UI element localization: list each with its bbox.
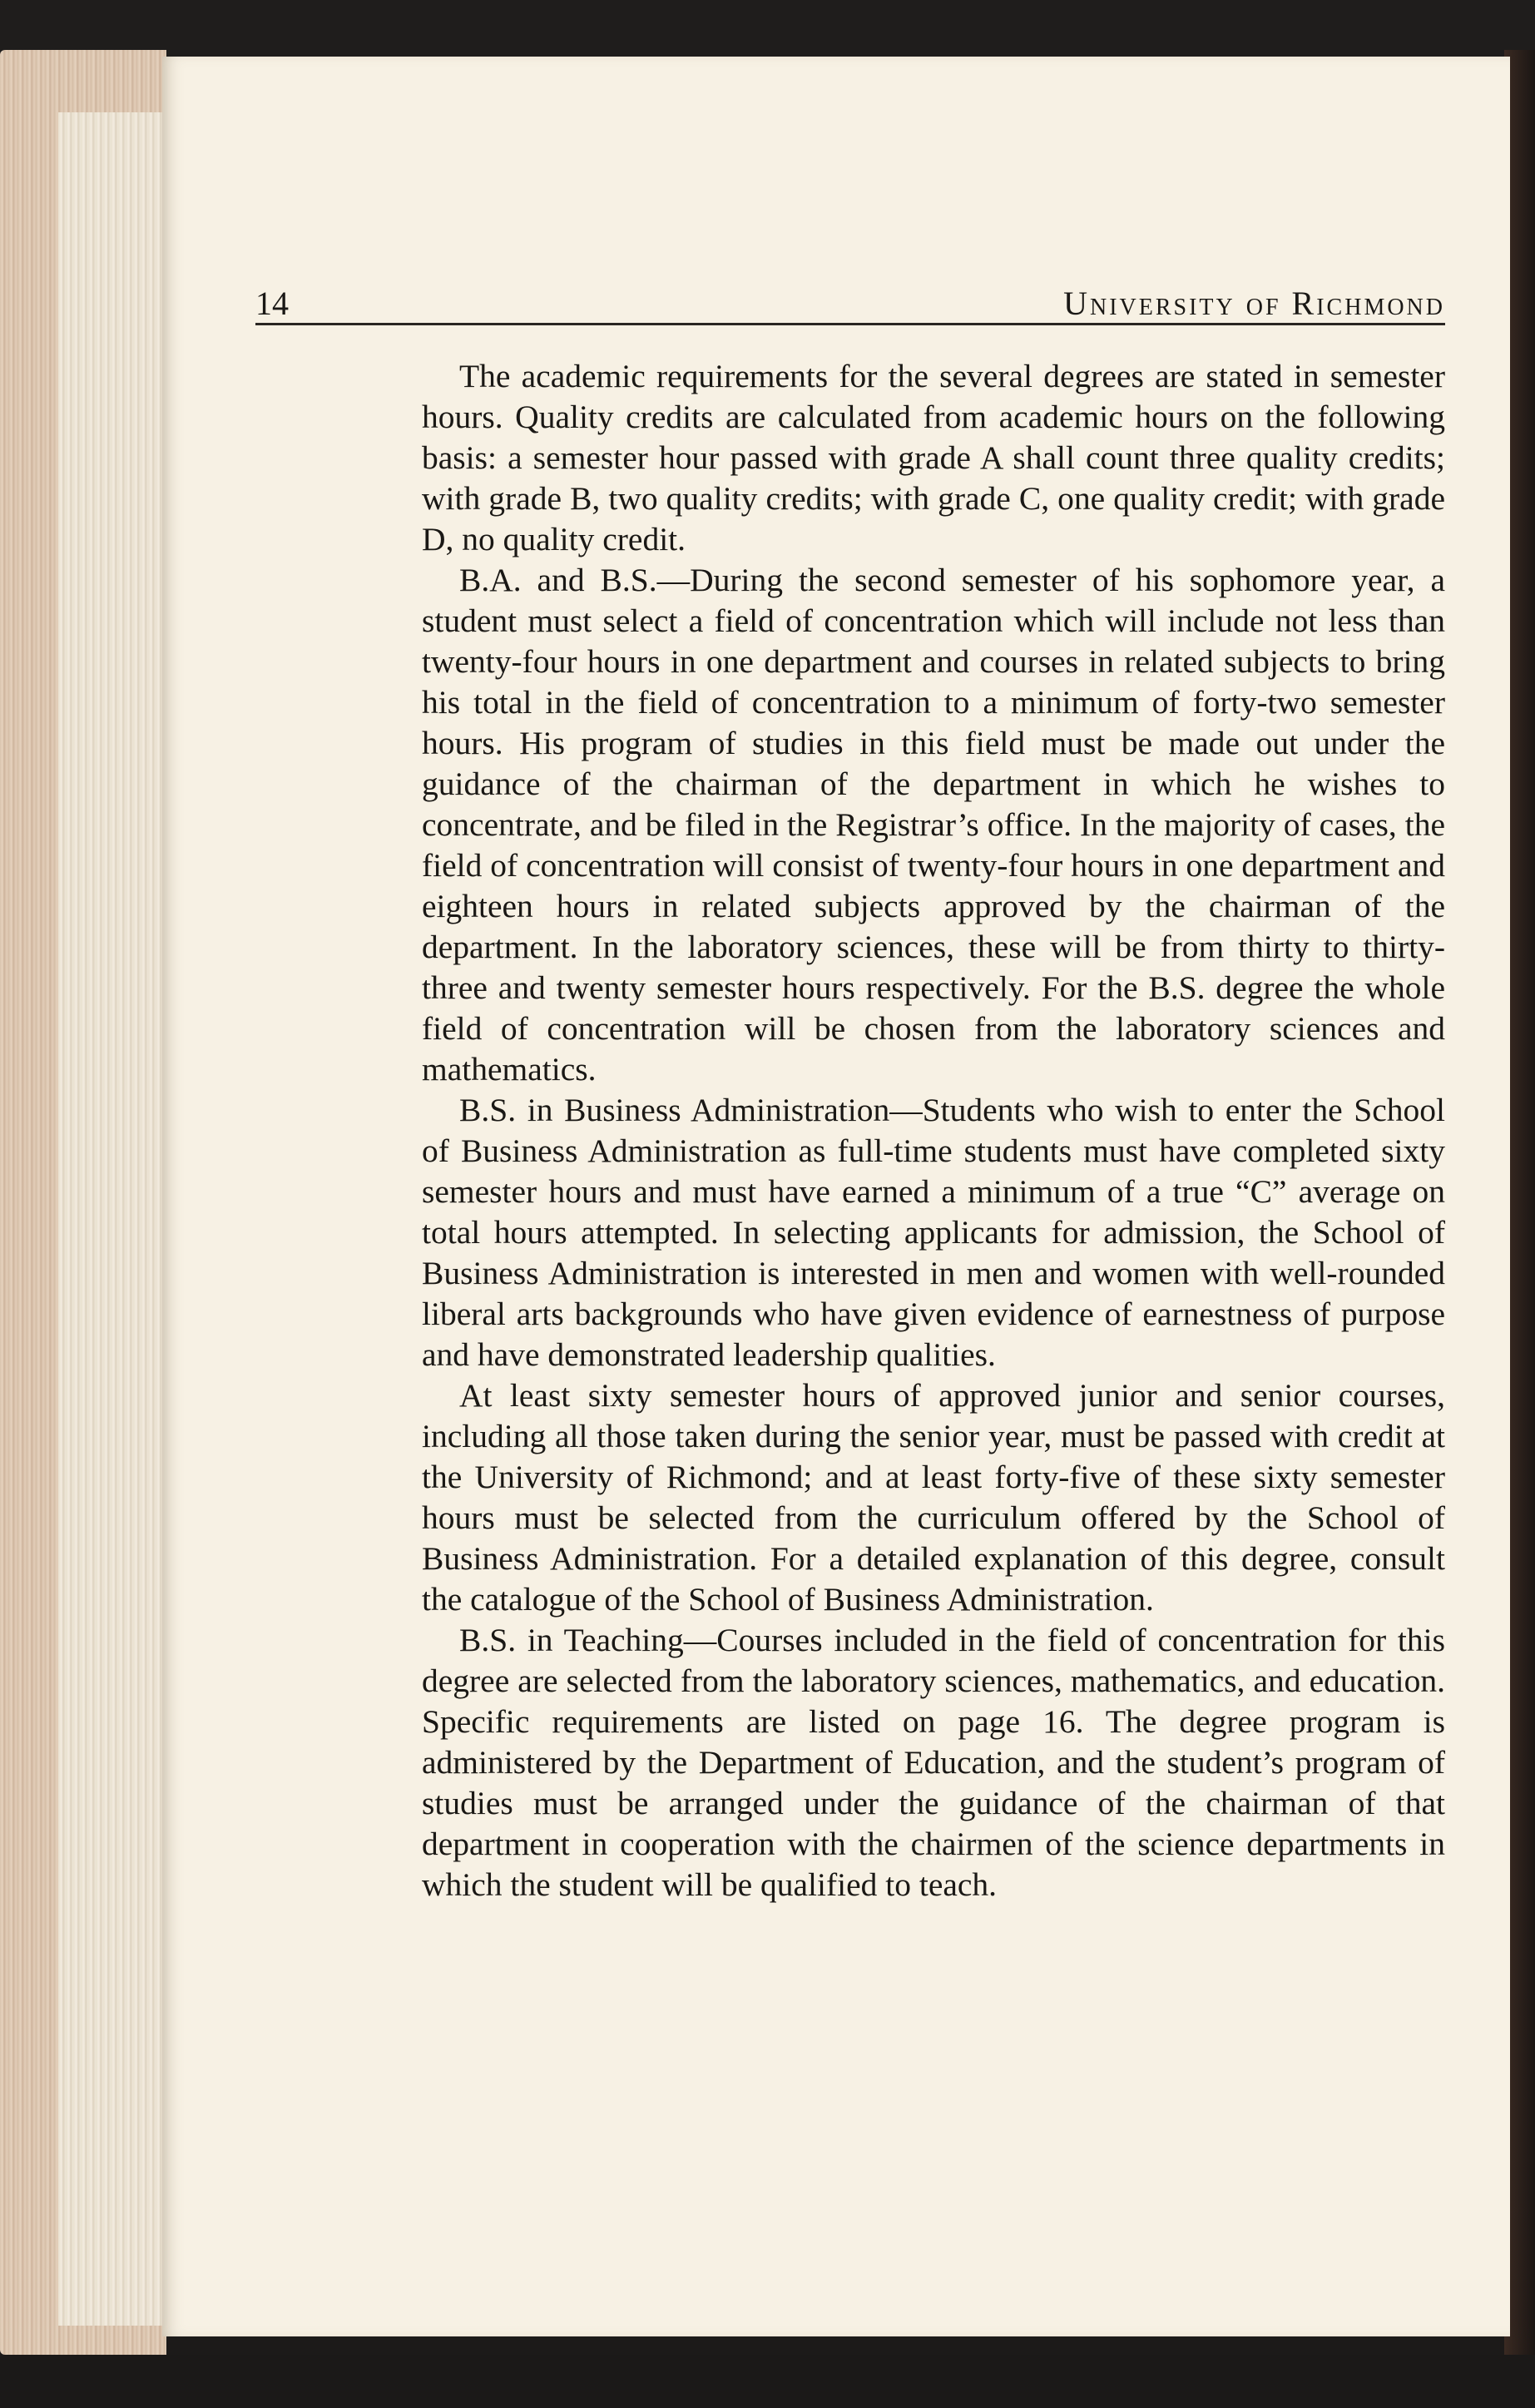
bottom-background	[0, 2355, 1535, 2408]
running-head	[255, 279, 1445, 329]
paragraph-bs-teaching: B.S. in Teaching—Courses included in the field of concentration for this degree are selected from the laboratory sciences, mathematics, and education. Specific requirements are listed on page 16. The degree program is administered by the Department of Education, and the student’s program of studies must be arranged under the guidance of the chairman of that department in cooperation with the chairmen of the science departments in which the student will be qualified to teach.	[422, 1622, 1445, 1903]
paragraph-senior-courses: At least sixty semester hours of approved junior and senior courses, including all those taken during the senior year, must be passed with credit at the University of Richmond; and at least forty-five of these sixty semester hours must be selected from the curriculum offered by the School of Business Administration. For a detailed explanation of this degree, consult the catalogue of the School of Business Administration.	[422, 1377, 1445, 1618]
header-rule	[255, 323, 1445, 325]
book-page-edges-inner	[58, 112, 166, 2326]
paragraph-quality-credits: The academic requirements for the several degrees are stated in semester hours. Quality credits are calculated from academic hours on the following basis: a semester hour passed with grade A shall count three quality credits; with grade B, two quality credits; with grade C, one quality credit; with grade D, no quality credit.	[422, 358, 1445, 557]
page-number: 14	[255, 285, 289, 322]
body-text	[422, 356, 1445, 1905]
running-title: University of Richmond	[1063, 285, 1445, 322]
top-background	[0, 0, 1535, 60]
paragraph-ba-bs: B.A. and B.S.—During the second semester of his sophomore year, a student must select a field of concentration which will include not less than twenty-four hours in one department and courses in related subjects to bring his total in the field of concentration to a minimum of forty-two semester hours. His program of studies in this field must be made out under the guidance of the chairman of the department in which he wishes to concentrate, and be filed in the Registrar’s office. In the majority of cases, the field of concentration will consist of twenty-four hours in one department and eighteen hours in related subjects approved by the chairman of the department. In the laboratory sciences, these will be from thirty to thirty-three and twenty semester hours respectively. For the B.S. degree the whole field of concentration will be chosen from the laboratory sciences and mathematics.	[422, 562, 1445, 1088]
book-page-edges	[0, 50, 166, 2355]
paragraph-bs-business: B.S. in Business Administration—Students who wish to enter the School of Business Administration as full-time students must have completed sixty semester hours and must have earned a minimum of a true “C” average on total hours attempted. In selecting applicants for admission, the School of Business Administration is interested in men and women with well-rounded liberal arts backgrounds who have given evidence of earnestness of purpose and have demonstrated leadership qualities.	[422, 1092, 1445, 1373]
